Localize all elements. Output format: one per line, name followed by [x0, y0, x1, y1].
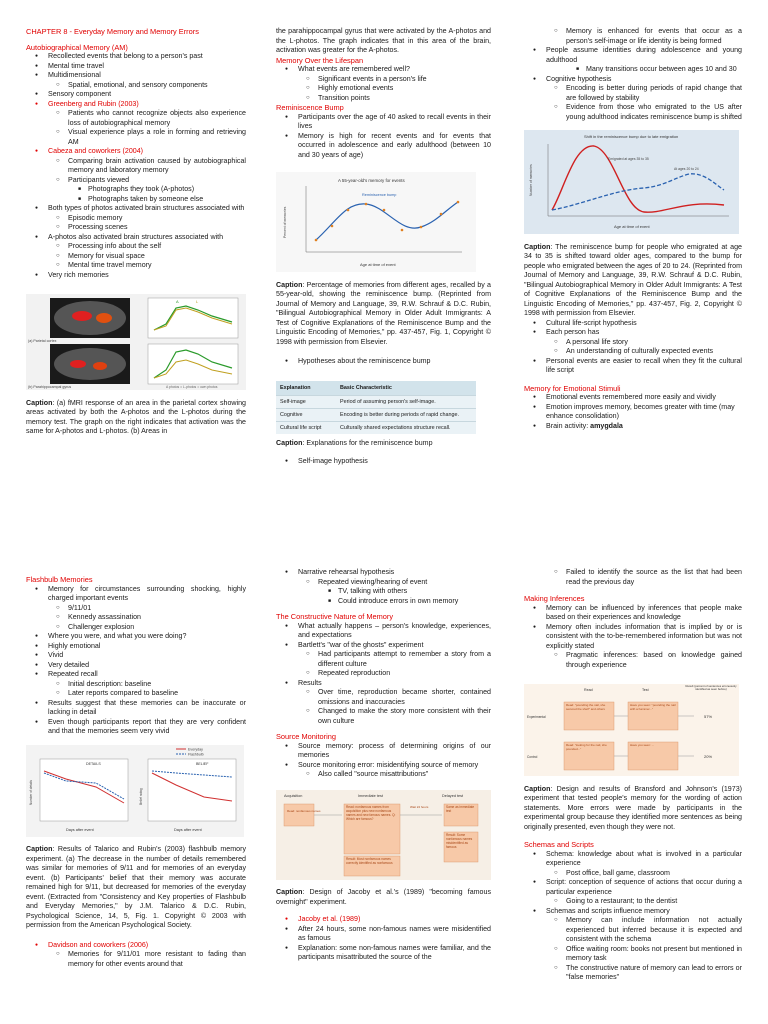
list-item: ● Recollected events that belong to a person's past: [26, 52, 246, 62]
list-item: ● Cognitive hypothesis: [524, 75, 742, 85]
list-item: ○ Later reports compared to baseline: [26, 689, 246, 699]
list-item: ● Repeated recall: [26, 670, 246, 680]
jacoby-list: [276, 915, 491, 963]
jacoby-diagram-svg: [276, 790, 491, 880]
list-item: ○ Also called "source misattributions": [276, 770, 491, 780]
list-item: ○ Over time, reproduction became shorter, contained omissions and inaccuracies: [276, 688, 491, 707]
list-item: ● Narrative rehearsal hypothesis: [276, 568, 491, 578]
chart-annotation: At ages 20 to 24: [674, 167, 699, 171]
chart-annotation: Emigrated at ages 35 to 35: [608, 157, 649, 161]
table-cell: Period of assuming person's self-image.: [340, 398, 436, 405]
emo-heading: Memory for Emotional Stimuli: [524, 383, 621, 393]
list-item: ● Even though participants report that they are very confident and that the memories seem very vivid: [26, 718, 246, 737]
chapter-title: CHAPTER 8 - Everyday Memory and Memory Errors: [26, 27, 199, 36]
list-item: ○ Going to a restaurant; to the dentist: [524, 897, 742, 907]
list-item: ○ Memory can include information not actually experienced but inferred because it is expected and consistent with the schema: [524, 916, 742, 945]
bump-chart-svg: [276, 172, 476, 272]
list-item: ○ Initial description: baseline: [26, 680, 246, 690]
diagram-header: Test: [642, 688, 649, 692]
list-item: ● A-photos also activated brain structures associated with: [26, 233, 246, 243]
list-item: ● Results: [276, 679, 491, 689]
table-row: [276, 421, 476, 434]
table-cell: Encoding is better during periods of rapid change.: [340, 411, 459, 418]
list-item: ○ The constructive nature of memory can lead to errors or "false memories": [524, 964, 742, 983]
caption-continuation: the parahippocampal gyrus that were activated by the A-photos and the L-photos. The graph indicates that in this area of the brain, activation was greater for the A-photos.: [276, 27, 491, 54]
list-item-bold: amygdala: [590, 421, 623, 430]
list-item: ● Memory often includes information that is implied by or is consistent with the to-be-remembered information but was not explicitly stated: [524, 623, 742, 652]
list-item: ● Self-image hypothesis: [276, 457, 491, 467]
inference-heading: Making Inferences: [524, 594, 585, 603]
list-item: ○ Changed to make the story more consistent with their own culture: [276, 707, 491, 726]
chart-ylabel: Belief rating: [139, 787, 143, 805]
bump-list: [276, 113, 491, 161]
source-list: [276, 742, 491, 780]
chart-xlabel: Age at time of event: [360, 262, 396, 267]
list-item-citation: ● Cabeza and coworkers (2004): [26, 147, 246, 157]
diagram-box: Have you seen: ...: [630, 744, 655, 747]
list-item: ● Script: conception of sequence of actions that occur during a particular experience: [524, 878, 742, 897]
table-row: [276, 408, 476, 421]
list-item: ■ TV, talking with others: [276, 587, 491, 597]
caption-label: Caption: [26, 398, 53, 407]
list-item: ● Cultural life-script hypothesis: [524, 319, 742, 329]
list-item: ■ Many transitions occur between ages 10 and 30: [524, 65, 742, 75]
caption-text: : The reminiscence bump for people who emigrated at age 34 to 35 is shifted toward older ages, compared to the bump for people who emigrated between the ages of 20 to 24. (Reprinted from Journal of Memory and Language, 39, R.W. Schrauf & D.C. Rubin, "Bilingual Autobiographical Memory in Older Adult Immigrants: A Test of Cognitive Explanations of the Reminiscence Bump and the Linguistic Encoding of Memories," pp. 437-457, Fig. 2, Copyright © 1998 with permission from Elsevier.: [524, 242, 742, 317]
diagram-header: Delayed test: [442, 793, 464, 798]
lifespan-list: [276, 65, 491, 103]
fig-label: (a) Parietal cortex: [28, 339, 57, 343]
diagram-header: Immediate test: [358, 793, 383, 798]
diagram-box: Result: Most nonfamous names correctly identified as nonfamous: [346, 856, 393, 865]
diagram-box: Result: Some nonfamous names misidentified as famous: [446, 832, 473, 849]
list-item: ○ Had participants attempt to remember a story from a different culture: [276, 650, 491, 669]
diagram-box: Same as immediate test: [446, 804, 475, 813]
emigration-chart-svg: [524, 130, 739, 234]
am-list: [26, 52, 246, 280]
list-item: ○ Episodic memory: [26, 214, 246, 224]
list-item: ● Schemas and scripts influence memory: [524, 907, 742, 917]
table-cell: Cultural life script: [280, 424, 322, 431]
flashbulb-chart: [26, 745, 246, 841]
list-item: ● After 24 hours, some non-famous names were misidentified as famous: [276, 925, 491, 944]
chart-ylabel: Number of memories: [529, 164, 533, 196]
list-item: ○ Memory for visual space: [26, 252, 246, 262]
p2-column-2: [276, 568, 491, 1024]
table-header: Explanation: [280, 384, 311, 391]
bransford-diagram-svg: [524, 684, 739, 776]
source-heading: Source Monitoring: [276, 732, 336, 741]
flashbulb-caption: [26, 845, 246, 931]
fig-label: (b) Parahippocampal gyrus: [28, 385, 72, 389]
schemas-list: [524, 850, 742, 983]
caption-label: Caption: [276, 280, 303, 289]
chart-title: A 55-year-old's memory for events: [338, 178, 405, 183]
p2-column-3: [524, 568, 742, 1024]
diagram-row-label: Control: [527, 755, 538, 759]
p1-column-3: [524, 27, 742, 431]
chart-ylabel: Number of details: [29, 779, 33, 805]
jacoby-caption: [276, 888, 491, 907]
caption-label: Caption: [524, 242, 551, 251]
caption-label: Caption: [26, 845, 53, 853]
list-item: ○ Kennedy assassination: [26, 613, 246, 623]
diagram-result: 20%: [704, 754, 713, 759]
p2-column-1: [26, 575, 246, 1024]
p1-column-2: [276, 27, 491, 467]
chart-legend: Flashbulb: [188, 752, 204, 756]
selfimage-sub-list: [524, 27, 742, 122]
list-item: ● Very detailed: [26, 661, 246, 671]
diagram-box: Read: "pounding the nail, she secured the shelf" and others: [566, 704, 606, 711]
diagram-header: Read: [584, 688, 593, 692]
am-heading: Autobiographical Memory (AM): [26, 42, 128, 52]
jacoby-diagram: [276, 790, 491, 884]
list-item: ● Multidimensional: [26, 71, 246, 81]
chart-annotation: Reminiscence bump: [362, 193, 397, 197]
list-item: ● Both types of photos activated brain structures associated with: [26, 204, 246, 214]
diagram-result: 57%: [704, 714, 713, 719]
list-item: ● Where you were, and what you were doing?: [26, 632, 246, 642]
list-item: ● Participants over the age of 40 asked to recall events in their lives: [276, 113, 491, 132]
fmri-image: [26, 294, 246, 390]
list-item: ○ Evidence from those who emigrated to the US after young adulthood indicates reminiscence bump is shifted: [524, 103, 742, 122]
list-item: ● Memory is high for recent events and for events that occurred in adolescence and early adulthood (between 10 and 30 years of age): [276, 132, 491, 161]
diagram-row-label: Experimental: [527, 715, 546, 719]
emigration-caption: [524, 243, 742, 319]
list-item: ● Hypotheses about the reminiscence bump: [276, 357, 491, 367]
list-item: ● Emotion improves memory, becomes greater with time (may enhance consolidation): [524, 403, 742, 422]
fmri-figure: [26, 294, 246, 394]
bump-chart: [276, 172, 491, 276]
bransford-diagram: [524, 684, 742, 780]
list-item: ○ An understanding of culturally expected events: [524, 347, 742, 357]
list-item: ○ Office waiting room: books not present but mentioned in memory task: [524, 945, 742, 964]
list-item: ○ Comparing brain activation caused by autobiographical memory and laboratory memory: [26, 157, 246, 176]
list-item: ○ Failed to identify the source as the list that had been read the previous day: [524, 568, 742, 587]
list-item: ○ Post office, ball game, classroom: [524, 869, 742, 879]
bump-heading: Reminiscence Bump: [276, 103, 344, 112]
selfimage-list: [276, 457, 491, 467]
list-item: ● Schema: knowledge about what is involved in a particular experience: [524, 850, 742, 869]
caption-text: : Design of Jacoby et al.'s (1989) "becoming famous overnight" experiment.: [276, 888, 491, 906]
cultural-list: [524, 319, 742, 376]
list-item: ● What events are remembered well?: [276, 65, 491, 75]
diagram-box: Have you seen: "pounding the nail with a hammer...": [630, 704, 676, 711]
fmri-caption: [26, 399, 246, 437]
list-item: ● Memory can be influenced by inferences that people make based on their experiences and knowledge: [524, 604, 742, 623]
diagram-box: Read: "looking for the nail, she pounded...": [566, 744, 607, 751]
list-item: ● Mental time travel: [26, 62, 246, 72]
chart-xlabel: Age at time of event: [614, 224, 650, 229]
list-item: ● Explanation: some non-famous names were familiar, and the participants misattributed the source of the: [276, 944, 491, 963]
list-item: ○ Challenger explosion: [26, 623, 246, 633]
chart-title: Shift in the reminiscence bump due to late emigration: [584, 134, 679, 139]
diagram-box: Read: nonfamous names from acquisition plus new nonfamous names and new famous names. Q: Which are famous?: [346, 804, 396, 821]
emo-list: [524, 393, 742, 431]
chart-title: DETAILS: [86, 761, 101, 766]
list-item-citation: ● Greenberg and Rubin (2003): [26, 100, 246, 110]
hyp-list: [276, 357, 491, 367]
source-cont-list: [524, 568, 742, 587]
fig-label: L: [196, 299, 199, 304]
caption-text: : (a) fMRI response of an area in the parietal cortex showing areas activated by both the A-photos and the L-photos during the memory test. The graph on the right indicates that activation was the same for A-photos and L-photos. (b) Areas in: [26, 398, 246, 435]
list-item: ● Bartlett's "war of the ghosts" experiment: [276, 641, 491, 651]
chart-title: BELIEF: [196, 761, 209, 766]
chart-xlabel: Days after event: [174, 827, 202, 832]
list-item: ○ Memory is enhanced for events that occur as a person's self-image or life identity is being formed: [524, 27, 742, 46]
list-item-text: Brain activity:: [546, 421, 591, 430]
caption-label: Caption: [524, 784, 551, 793]
list-item: ○ Transition points: [276, 94, 491, 104]
list-item: ○ Patients who cannot recognize objects also experience loss of autobiographical memory: [26, 109, 246, 128]
list-item: ● Emotional events remembered more easily and vividly: [524, 393, 742, 403]
schemas-heading: Schemas and Scripts: [524, 840, 594, 849]
flashbulb-chart-svg: [26, 745, 244, 837]
table-cell: Cognitive: [280, 411, 303, 418]
list-item: ○ Highly emotional events: [276, 84, 491, 94]
list-item: ○ Participants viewed: [26, 176, 246, 186]
caption-text: : Results of Talarico and Rubin's (2003) flashbulb memory experiment. (a) The decrease in the number of details remembered was similar for memories of 9/11 and for memories of an everyday event. (b) Participants' belief that their memory was accurate remained high for 9/11, but decreased for memories of the everyday event. (Extracted from "Consistency and Key properties of Flashbulb and Everyday Memories," by J.M. Talarico & D.C. Rubin, Psychological Science, 14, 5, Fig. 1. Copyright © 2003 with permission from the American Psychological Society.: [26, 845, 246, 929]
davidson-list: [26, 941, 246, 970]
list-item: ● Memory for circumstances surrounding shocking, highly charged important events: [26, 585, 246, 604]
list-item: ● Very rich memories: [26, 271, 246, 281]
list-item: ● Vivid: [26, 651, 246, 661]
table-cell: Culturally shared expectations structure recall.: [340, 424, 451, 431]
diagram-box: Wait 24 hours: [410, 804, 429, 809]
list-item: ● People assume identities during adolescence and young adulthood: [524, 46, 742, 65]
list-item: ○ Spatial, emotional, and sensory components: [26, 81, 246, 91]
fig-label: A: [176, 299, 179, 304]
diagram-box: Read: nonfamous names: [287, 808, 321, 813]
list-item: ○ Repeated reproduction: [276, 669, 491, 679]
caption-text: : Explanations for the reminiscence bump: [302, 438, 433, 447]
list-item: ○ 9/11/01: [26, 604, 246, 614]
inference-list: [524, 604, 742, 671]
emigration-chart: [524, 130, 742, 238]
list-item: ○ Pragmatic inferences: based on knowledge gained through experience: [524, 651, 742, 670]
table-header: Basic Characteristic: [340, 384, 392, 391]
caption-label: Caption: [276, 438, 303, 447]
list-item: ● Highly emotional: [26, 642, 246, 652]
list-item: ● Personal events are easier to recall when they fit the cultural life script: [524, 357, 742, 376]
fig-label: A photos = L-photos = own photos: [166, 385, 218, 389]
list-item: ○ A personal life story: [524, 338, 742, 348]
list-item: ■ Photographs taken by someone else: [26, 195, 246, 205]
list-item: ○ Significant events in a person's life: [276, 75, 491, 85]
chart-ylabel: Percent of memories: [283, 206, 287, 238]
list-item: ● Source monitoring error: misidentifying source of memory: [276, 761, 491, 771]
chart-xlabel: Days after event: [66, 827, 94, 832]
list-item: ● Sensory component: [26, 90, 246, 100]
list-item: ○ Memories for 9/11/01 more resistant to fading than memory for other events around that: [26, 950, 246, 969]
list-item: ■ Could introduce errors in own memory: [276, 597, 491, 607]
list-item: ○ Visual experience plays a role in forming and retrieving AM: [26, 128, 246, 147]
caption-text: : Design and results of Bransford and Johnson's (1973) experiment that tested people's memory for the wording of action statements. More errors were made by participants in the experimental group because they identified more sentences as being originally presented, even though they were not.: [524, 784, 742, 831]
chart-legend: Everyday: [188, 747, 203, 751]
narrative-list: [276, 568, 491, 606]
caption-text: : Percentage of memories from different ages, recalled by a 55-year-old, showing the reminiscence bump. (Reprinted from Journal of Memory and Language, 39, R.W. Schrauf & D.C. Rubin, "Bilingual Autobiographical Memory in Older Adult Immigrants: A Test of Cognitive Explanations of the Reminiscence Bump and the Linguistic Encoding of Memories," pp. 437-457, Fig. 1, Copyright © 1998 with permission from Elsevier.: [276, 280, 491, 346]
p1-column-1: [26, 27, 246, 437]
list-item: ○ Processing info about the self: [26, 242, 246, 252]
list-item: ○ Mental time travel memory: [26, 261, 246, 271]
table-row: [276, 395, 476, 408]
list-item-citation: ● Jacoby et al. (1989): [276, 915, 491, 925]
constructive-heading: The Constructive Nature of Memory: [276, 612, 394, 621]
bransford-caption: [524, 785, 742, 833]
explanation-table: [276, 381, 476, 434]
caption-label: Caption: [276, 888, 303, 896]
list-item: ○ Processing scenes: [26, 223, 246, 233]
list-item-citation: ● Davidson and coworkers (2006): [26, 941, 246, 951]
bump-caption: [276, 281, 491, 348]
table-caption: [276, 439, 491, 449]
table-cell: Self-image: [280, 398, 306, 405]
list-item: ● Each person has: [524, 328, 742, 338]
list-item: [524, 422, 742, 432]
lifespan-heading: Memory Over the Lifespan: [276, 55, 364, 65]
list-item: ○ Encoding is better during periods of rapid change that are followed by stability: [524, 84, 742, 103]
list-item: ● Results suggest that these memories can be inaccurate or lacking in detail: [26, 699, 246, 718]
constructive-list: [276, 622, 491, 727]
list-item: ○ Repeated viewing/hearing of event: [276, 578, 491, 588]
list-item: ■ Photographs they took (A-photos): [26, 185, 246, 195]
diagram-header: Acquisition: [284, 793, 303, 798]
flash-heading: Flashbulb Memories: [26, 575, 93, 584]
list-item: ● What actually happens – person's knowledge, experiences, and expectations: [276, 622, 491, 641]
flash-list: [26, 585, 246, 737]
diagram-header: Result (percent of sentences erroneously identified as seen before): [685, 685, 737, 692]
list-item: ● Source memory: process of determining origins of our memories: [276, 742, 491, 761]
